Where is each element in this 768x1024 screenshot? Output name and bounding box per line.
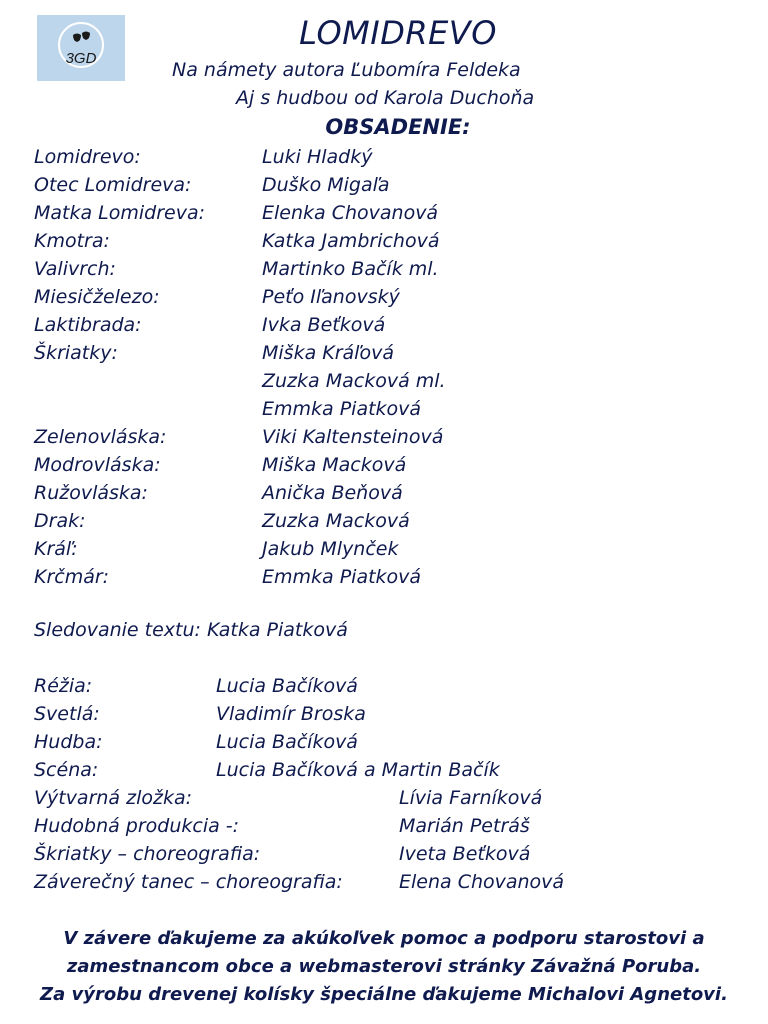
cast-actor: Ivka Beťková — [262, 314, 386, 336]
cast-actor: Luki Hladký — [262, 146, 373, 168]
cast-actor: Miška Kráľová — [262, 342, 394, 364]
cast-row — [34, 228, 734, 256]
cast-row — [34, 340, 734, 368]
crew-role: Škriatky – choreografia: — [34, 843, 261, 865]
cast-row — [34, 144, 734, 172]
crew-row — [34, 869, 734, 897]
crew-name: Iveta Beťková — [399, 843, 531, 865]
cast-role: Škriatky: — [34, 342, 118, 364]
crew-role: Scéna: — [34, 759, 99, 781]
cast-row — [34, 200, 734, 228]
cast-row — [34, 368, 734, 396]
crew-list — [34, 673, 734, 897]
cast-actor: Emmka Piatková — [262, 398, 422, 420]
crew-name: Marián Petráš — [399, 815, 530, 837]
crew-row — [34, 701, 734, 729]
cast-row — [34, 536, 734, 564]
crew-name: Lucia Bačíková — [216, 731, 358, 753]
acknowledgement-line: zamestnancom obce a webmasterovi stránky Závažná Poruba. — [66, 956, 702, 977]
cast-row — [34, 256, 734, 284]
subtitle-author: Na námety autora Ľubomíra Feldeka — [172, 59, 521, 81]
crew-row — [34, 729, 734, 757]
cast-row — [34, 284, 734, 312]
crew-role: Záverečný tanec – choreografia: — [34, 871, 343, 893]
cast-row — [34, 508, 734, 536]
cast-row — [34, 452, 734, 480]
cast-role: Drak: — [34, 510, 86, 532]
crew-row — [34, 673, 734, 701]
crew-name: Lucia Bačíková — [216, 675, 358, 697]
cast-role: Kmotra: — [34, 230, 110, 252]
crew-role: Hudba: — [34, 731, 103, 753]
cast-role: Lomidrevo: — [34, 146, 141, 168]
cast-role: Krčmár: — [34, 566, 110, 588]
page-title: LOMIDREVO — [299, 14, 497, 52]
cast-row — [34, 312, 734, 340]
cast-role: Zelenovláska: — [34, 426, 167, 448]
acknowledgement-line: V závere ďakujeme za akúkoľvek pomoc a podporu starostovi a — [63, 928, 705, 949]
cast-role: Modrovláska: — [34, 454, 161, 476]
cast-row — [34, 480, 734, 508]
crew-row — [34, 757, 734, 785]
cast-row — [34, 424, 734, 452]
cast-row — [34, 564, 734, 592]
cast-heading: OBSADENIE: — [325, 115, 471, 139]
crew-row — [34, 785, 734, 813]
crew-role: Hudobná produkcia -: — [34, 815, 240, 837]
crew-role: Výtvarná zložka: — [34, 787, 193, 809]
cast-role: Kráľ: — [34, 538, 78, 560]
crew-role: Svetlá: — [34, 703, 100, 725]
crew-name: Lívia Farníková — [399, 787, 543, 809]
crew-role: Réžia: — [34, 675, 93, 697]
cast-role: Valivrch: — [34, 258, 116, 280]
cast-role: Otec Lomidreva: — [34, 174, 192, 196]
cast-actor: Duško Migaľa — [262, 174, 390, 196]
cast-role: Laktibrada: — [34, 314, 142, 336]
logo-text: 3GD — [65, 50, 97, 67]
acknowledgement-line: Za výrobu drevenej kolísky špeciálne ďakujeme Michalovi Agnetovi. — [40, 984, 728, 1005]
cast-list — [34, 144, 734, 592]
cast-actor: Zuzka Macková — [262, 510, 410, 532]
cast-actor: Katka Jambrichová — [262, 230, 440, 252]
crew-name: Lucia Bačíková a Martin Bačík — [216, 759, 500, 781]
crew-name: Elena Chovanová — [399, 871, 565, 893]
cast-actor: Miška Macková — [262, 454, 407, 476]
cast-actor: Emmka Piatková — [262, 566, 422, 588]
crew-row — [34, 813, 734, 841]
cast-row — [34, 172, 734, 200]
cast-role: Matka Lomidreva: — [34, 202, 206, 224]
cast-actor: Martinko Bačík ml. — [262, 258, 439, 280]
cast-row — [34, 396, 734, 424]
subtitle-music: Aj s hudbou od Karola Duchoňa — [236, 87, 535, 109]
crew-name: Vladimír Broska — [216, 703, 366, 725]
cast-actor: Anička Beňová — [262, 482, 403, 504]
cast-role: Miesičželezo: — [34, 286, 160, 308]
acknowledgements — [0, 925, 768, 1009]
cast-actor: Viki Kaltensteinová — [262, 426, 444, 448]
cast-actor: Elenka Chovanová — [262, 202, 439, 224]
cast-actor: Peťo Iľanovský — [262, 286, 400, 308]
cast-role: Ružovláska: — [34, 482, 148, 504]
crew-row — [34, 841, 734, 869]
cast-actor: Zuzka Macková ml. — [262, 370, 446, 392]
cast-actor: Jakub Mlynček — [262, 538, 399, 560]
text-prompter-credit: Sledovanie textu: Katka Piatková — [34, 619, 348, 641]
